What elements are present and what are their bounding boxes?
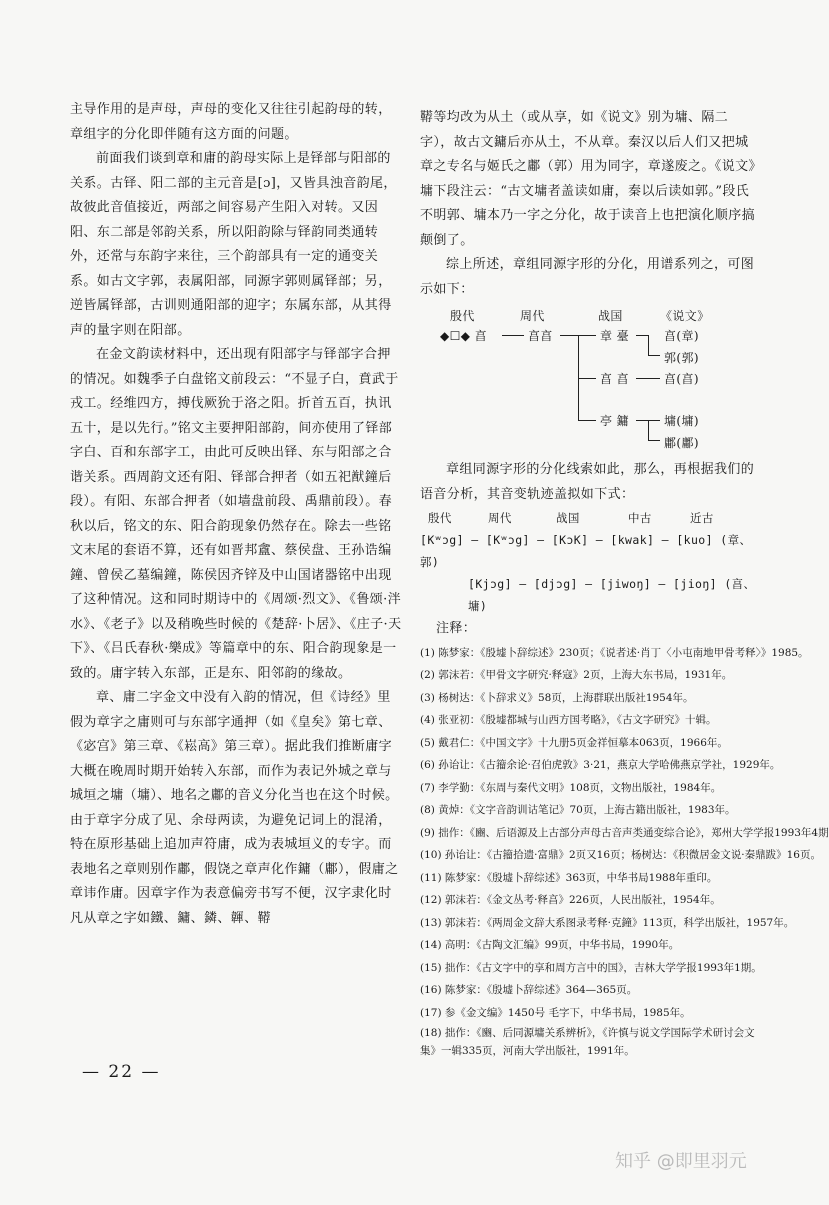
warring-form-3: 亭 鏞 [600,414,630,428]
header-warring-states: 战国 [598,309,623,323]
note-item: (3) 杨树达：《卜辞求义》58页，上海群联出版社1954年。 [420,691,694,704]
note-item: (16) 陈梦家：《殷墟卜辞综述》364—365页。 [420,984,638,996]
note-item: (10) 孙诒让：《古籀拾遗·富鼎》2页又16页；杨树达：《积微居金文说·秦鼎跋》16页。 [420,849,821,861]
paragraph-1: 主导作用的是声母，声母的变化又往往引起韵母的转，章组字的分化即伴随有这方面的问题。 [70,102,392,142]
note-item: (18) 拙作：《豳、后同源墉关系辨析》，《许慎与说文学国际学术研讨会文集》一辑335页，河南大学出版社，1991年。 [420,1027,755,1057]
warring-form-2: 亯 亯 [600,372,630,386]
shuowen-form-5: 鄘(鄘) [664,436,699,450]
notes-list [420,642,829,1061]
paragraph-2: 前面我们谈到章和庸的韵母实际上是铎部与阳部的关系。古铎、阳二部的主元音是[ɔ]，又皆具浊音韵尾，故彼此音值接近，两部之间容易产生阳入对转。又因阳、东二部是邻韵关系，所以阳韵除与铎韵同类通转外，还常与东韵字来往，三个韵部具有一定的通变关系。如古文字郭，表属阳部，同源字郭则属铎部；另，逆皆属铎部，古训则通阳部的迎字；东属东部，从其得声的量字则在阳部。 [70,151,397,338]
note-item: (7) 李学勤：《东周与秦代文明》108页，文物出版社，1984年。 [420,781,722,794]
note-item: (8) 黄焯：《文字音韵训诂笔记》70页，上海古籍出版社，1983年。 [420,804,736,816]
warring-form-1: 章 臺 [600,329,630,343]
shuowen-form-4: 墉(墉) [664,414,699,428]
note-item: (5) 戴君仁：《中国文字》十九册5页金祥恒摹本063页，1966年。 [420,736,728,749]
note-item: (17) 参《金文编》1450号 毛字下，中华书局，1985年。 [420,1006,691,1019]
paragraph-3: 在金文韵读材料中，还出现有阳部字与铎部字合押的情况。如魏季子白盘铭文前段云：“不显子白，賁武于戎工。经维四方，搏伐厥狁于洛之阳。折首五百，执讯五十，是以先行。”铭文主要押阳部韵，间亦使用了铎部字白、百和东部字工，由此可反映出铎、东与阳部之合谐关系。西周韵文还有阳、铎部合押者（如五祀猷鐘后段）。有阳、东部合押者（如墙盘前段、禹鼎前段）。春秋以后，铭文的东、阳合韵现象仍然存在。除去一些铭文末尾的套语不算，还有如晋邦盦、蔡侯盘、王孙诰编鐘、曾侯乙墓编鐘，陈侯因齐锌及中山国诸器铭中出现了这种情况。这和同时期诗中的《周颂·烈文》、《鲁颂·泮水》、《老子》以及稍晚些时候的《楚辞·卜居》、《庄子·天下》、《吕氏春秋·樂成》等篇章中的东、阳合韵现象是一致的。庸字转入东部，正是东、阳邻韵的缘故。 [70,347,402,681]
paragraph-4: 章、庸二字金文中没有入韵的情况，但《诗经》里假为章字之庸则可与东部字通押（如《皇矣》第七章、《宓宫》第三章、《崧高》第三章）。据此我们推断庸字大概在晚周时期开始转入东部，而作为表记外城之章与城垣之墉（墉）、地名之鄘的音义分化当也在这个时候。由于章字分成了见、余母两读，为避免记词上的混淆，特在原形基础上追加声符庸，成为表城垣义的专字。而表地名之章则别作鄘，假饶之章声化作鏞（鄘），假庸之章讳作庸。因章字作为表意偏旁书写不便，汉字隶化时凡从章之字如鐵、鏞、鏻、韗、鞯 [70,690,399,926]
right-column [420,106,829,1060]
note-item: (9) 拙作：《豳、后语源及上古部分声母古音声类通变综合论》，郑州大学学报1993年4期 [420,826,829,839]
pron-line-2: [Kjɔg] — [djɔg] — [jiwoŋ] — [jioŋ] (亯、墉) [468,577,756,613]
header-shang: 殷代 [450,309,475,323]
shuowen-form-2: 郭(郭) [664,351,699,365]
note-item: (15) 拙作：《古文字中的享和周方言中的国》，吉林大学学报1993年1期。 [420,961,762,974]
note-item: (13) 郭沫若：《两周金文辞大系图录考释·克鐘》113页，科学出版社，1957年。 [420,916,795,929]
note-item: (12) 郭沫若：《金文丛考·释亯》226页，人民出版社，1954年。 [420,894,721,906]
page-number: — 22 — [82,1062,161,1082]
notes-title: 注释： [436,621,477,636]
note-item: (4) 张亚初：《殷墟都城与山西方国考略》，《古文字研究》十辑。 [420,714,717,726]
note-item: (11) 陈梦家：《殷墟卜辞综述》363页，中华书局1988年重印。 [420,871,718,884]
header-shuowen: 《说文》 [660,309,710,323]
shuowen-form-3: 亯(亯) [664,372,699,386]
character-evolution-diagram [420,304,756,454]
note-item: (14) 高明：《古陶文汇编》99页，中华书局，1990年。 [420,939,680,951]
shuowen-form-1: 亯(章) [664,329,699,343]
watermark: 知乎 @即里羽元 [615,1151,747,1172]
note-item: (2) 郭沫若：《甲骨文字研究·释寇》2页，上海大东书局，1931年。 [420,669,733,681]
paragraph-continued: 鞯等均改为从土（或从享，如《说文》别为墉、隔二字），故古文鏞后亦从土，不从章。秦汉以后人们又把城章之专名与姬氏之鄘（郭）用为同字，章遂废之。《说文》墉下段注云：“古文墉者盖读如庸，秦以后读如郭。”段氏不明郭、墉本乃一字之分化，故于读音上也把演化顺序搞颠倒了。 [420,110,756,248]
shang-forms: ◆☐◆ 亯 [440,329,488,343]
header-zhou: 周代 [520,309,545,323]
summary-paragraph: 综上所述，章组同源字形的分化，用谱系列之，可图示如下： [420,257,755,297]
pronunciation-table [420,507,756,617]
note-item: (6) 孙诒让：《古籀余论·召伯虎敦》3·21，燕京大学哈佛燕京学社，1929年。 [420,759,781,771]
pron-line-1: [Kʷɔg] — [Kʷɔg] — [KɔK] — [kwak] — [kuo] (章、郭) [420,533,752,569]
zhou-forms: 亯亯 [528,329,553,343]
note-item: (1) 陈梦家：《殷墟卜辞综述》230页；《说者述·肖丁〈小屯南地甲骨考释〉》1985。 [420,646,809,659]
sound-change-intro: 章组同源字形的分化线索如此，那么，再根据我们的语音分析，其音变轨迹盖拟如下式： [420,462,755,502]
left-column [70,98,404,931]
pron-headers: 殷代 周代 战国 中古 近古 [428,511,714,525]
